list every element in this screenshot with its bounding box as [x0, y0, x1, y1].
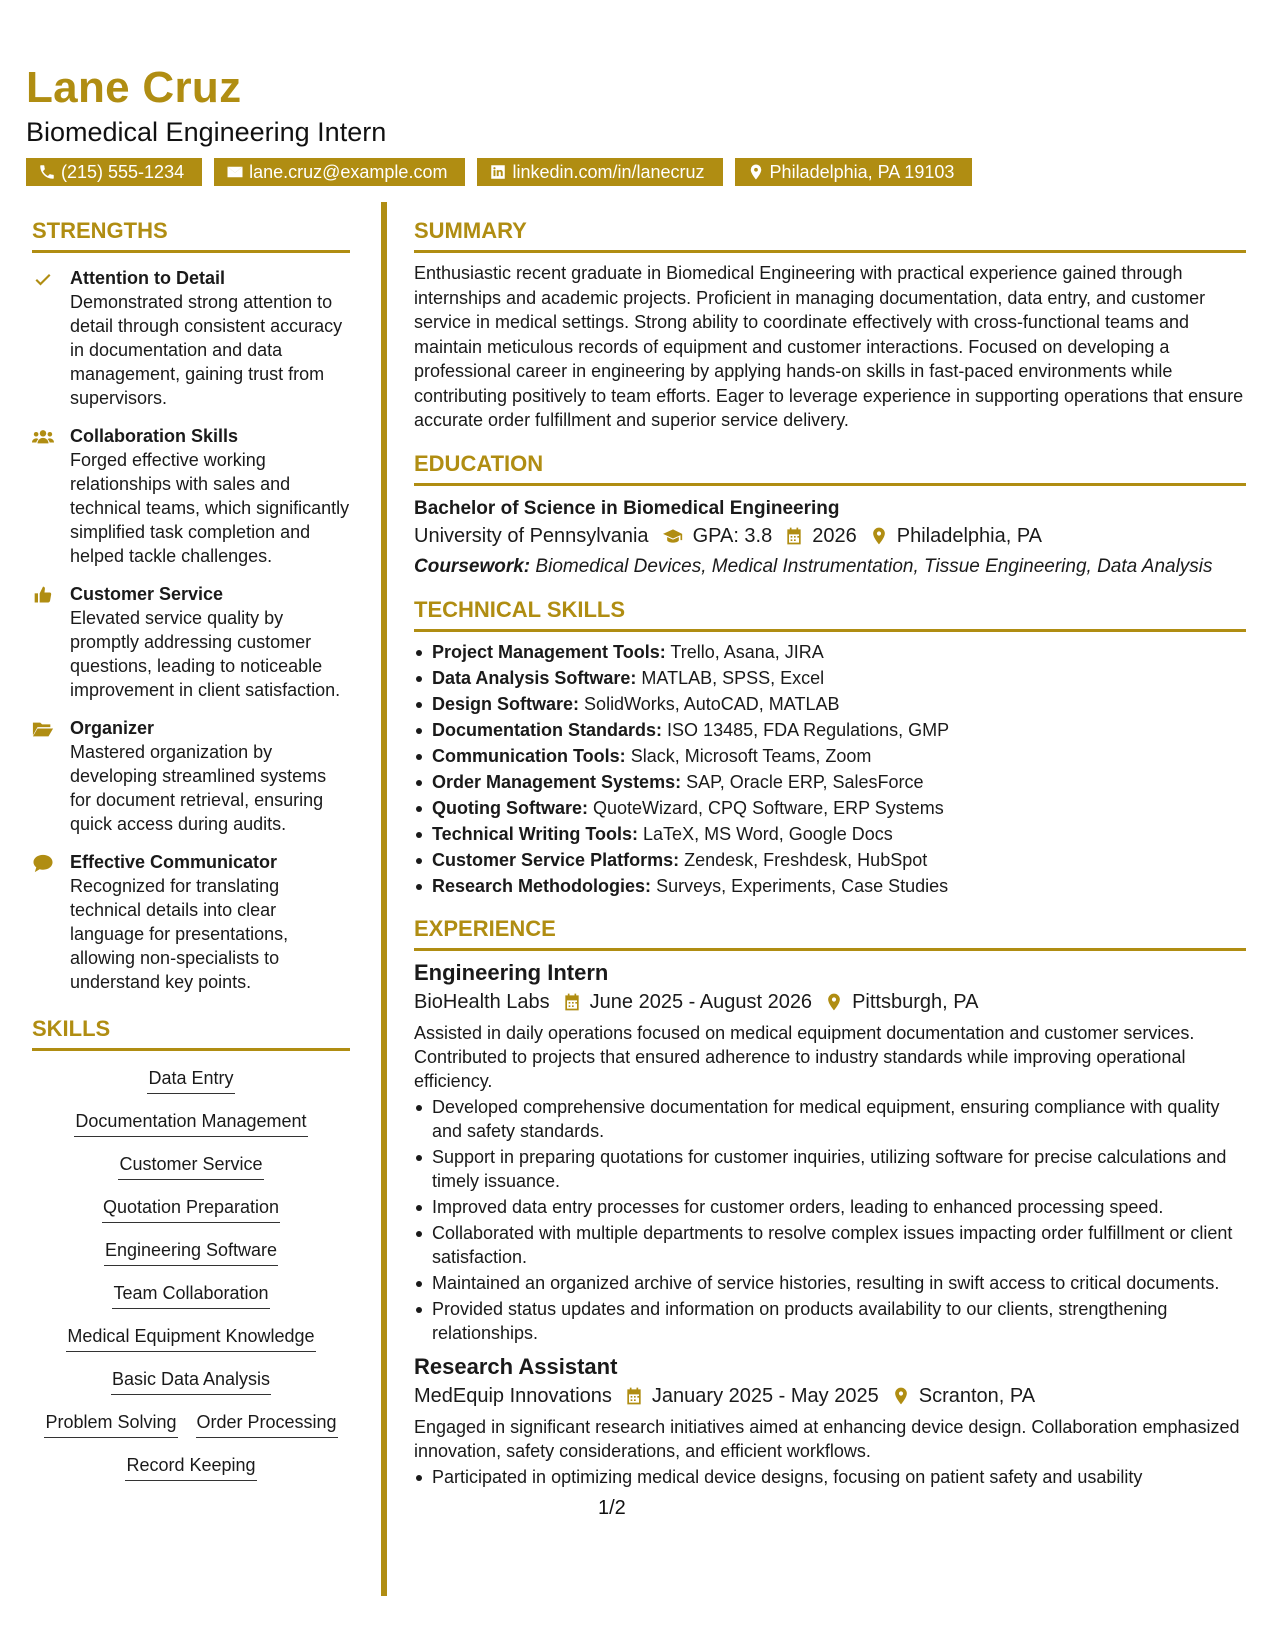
location-pin-icon — [824, 992, 844, 1012]
strength-item — [32, 582, 350, 702]
graduation-year: 2026 — [812, 524, 857, 547]
skill-tag: Team Collaboration — [112, 1280, 269, 1309]
list-item: Data Analysis Software: MATLAB, SPSS, Excel — [414, 666, 1246, 690]
skill-tag: Documentation Management — [74, 1108, 307, 1137]
strength-item — [32, 850, 350, 994]
skill-tag: Order Processing — [196, 1409, 338, 1438]
strength-item — [32, 424, 350, 568]
list-item: Collaborated with multiple departments to resolve complex issues impacting order fulfillment or client satisfaction. — [414, 1221, 1246, 1269]
location-pin-icon — [869, 526, 889, 546]
list-item: Maintained an organized archive of service histories, resulting in swift access to critical documents. — [414, 1271, 1246, 1295]
skill-tag: Problem Solving — [44, 1409, 177, 1438]
strength-desc: Recognized for translating technical details into clear language for presentations, allowing non-specialists to understand key points. — [70, 876, 289, 992]
job-location: Scranton, PA — [918, 1384, 1036, 1407]
list-item: Documentation Standards: ISO 13485, FDA Regulations, GMP — [414, 718, 1246, 742]
skill-tag: Medical Equipment Knowledge — [66, 1323, 315, 1352]
resume-header — [26, 62, 1246, 186]
list-item: Order Management Systems: SAP, Oracle ERP, SalesForce — [414, 770, 1246, 794]
job-title: Engineering Intern — [414, 959, 609, 985]
skill-tag: Basic Data Analysis — [111, 1366, 271, 1395]
strength-item — [32, 266, 350, 410]
job-bullets — [414, 1465, 1246, 1489]
graduation-cap-icon — [661, 526, 685, 546]
education-section — [414, 451, 1246, 579]
right-column — [414, 218, 1246, 1491]
users-icon — [32, 427, 54, 447]
job-meta — [414, 987, 1246, 1017]
list-item: Communication Tools: Slack, Microsoft Teams, Zoom — [414, 744, 1246, 768]
skill-tag: Data Entry — [147, 1065, 234, 1094]
strengths-list — [32, 266, 350, 994]
strength-desc: Demonstrated strong attention to detail through consistent accuracy in documentation and data management, gaining trust from supervisors. — [70, 292, 343, 408]
job-dates: January 2025 - May 2025 — [651, 1384, 879, 1407]
skills-heading: SKILLS — [32, 1016, 350, 1051]
list-item: Research Methodologies: Surveys, Experiments, Case Studies — [414, 874, 1246, 898]
gpa: GPA: 3.8 — [692, 524, 773, 547]
contact-email-text: lane.cruz@example.com — [249, 162, 448, 182]
summary-section — [414, 218, 1246, 433]
job-title: Research Assistant — [414, 1353, 618, 1379]
list-item: Improved data entry processes for customer orders, leading to enhanced processing speed. — [414, 1195, 1246, 1219]
left-column — [32, 218, 350, 1481]
list-item: Quoting Software: QuoteWizard, CPQ Software, ERP Systems — [414, 796, 1246, 820]
location-pin-icon — [747, 163, 765, 181]
list-item: Developed comprehensive documentation for medical equipment, ensuring compliance with quality and safety standards. — [414, 1095, 1246, 1143]
list-item: Technical Writing Tools: LaTeX, MS Word, Google Docs — [414, 822, 1246, 846]
skill-tag: Record Keeping — [125, 1452, 256, 1481]
summary-heading: SUMMARY — [414, 218, 1246, 253]
phone-icon — [38, 163, 56, 181]
list-item: Support in preparing quotations for customer inquiries, utilizing software for precise calculations and timely issuance. — [414, 1145, 1246, 1193]
contact-phone-text: (215) 555-1234 — [61, 162, 185, 182]
thumbs-up-icon — [32, 585, 54, 605]
list-item: Provided status updates and information on products availability to our clients, strengthening relationships. — [414, 1297, 1246, 1345]
contact-email[interactable] — [214, 158, 465, 186]
list-item: Project Management Tools: Trello, Asana, JIRA — [414, 640, 1246, 664]
experience-section — [414, 916, 1246, 1489]
strength-desc: Forged effective working relationships with sales and technical teams, which significantly simplified task completion and helped tackle challenges. — [70, 450, 350, 566]
education-heading: EDUCATION — [414, 451, 1246, 486]
skill-tag: Engineering Software — [104, 1237, 278, 1266]
technical-skills-section — [414, 597, 1246, 898]
strength-title: Attention to Detail — [70, 268, 225, 288]
strength-item — [32, 716, 350, 836]
speech-bubble-icon — [32, 853, 54, 873]
list-item: Customer Service Platforms: Zendesk, Freshdesk, HubSpot — [414, 848, 1246, 872]
school-location: Philadelphia, PA — [896, 524, 1043, 547]
contact-linkedin[interactable] — [477, 158, 722, 186]
job-description: Engaged in significant research initiatives aimed at enhancing device design. Collaboration emphasized innovation, safety considerations, and efficient workflows. — [414, 1416, 1240, 1461]
technical-skills-list — [414, 640, 1246, 898]
strength-title: Organizer — [70, 718, 155, 738]
job-description: Assisted in daily operations focused on medical equipment documentation and customer services. Contributed to projects that ensured adherence to industry standards while improving operational efficiency. — [414, 1022, 1195, 1091]
calendar-icon — [784, 526, 804, 546]
job-entry — [414, 1353, 1246, 1489]
linkedin-icon — [489, 163, 507, 181]
school-name: University of Pennsylvania — [414, 524, 649, 547]
contact-phone[interactable] — [26, 158, 202, 186]
job-bullets — [414, 1095, 1246, 1345]
strength-title: Effective Communicator — [70, 852, 278, 872]
job-meta — [414, 1381, 1246, 1411]
check-icon — [32, 269, 54, 289]
page-number: 1/2 — [598, 1497, 626, 1519]
job-entry — [414, 959, 1246, 1345]
calendar-icon — [624, 1386, 644, 1406]
skills-list — [32, 1065, 350, 1481]
list-item: Participated in optimizing medical device designs, focusing on patient safety and usability — [414, 1465, 1246, 1489]
contact-bar — [26, 158, 1246, 186]
coursework-list: Biomedical Devices, Medical Instrumentation, Tissue Engineering, Data Analysis — [535, 555, 1213, 577]
technical-skills-heading: TECHNICAL SKILLS — [414, 597, 1246, 632]
skills-section — [32, 1016, 350, 1481]
coursework-label: Coursework: — [414, 555, 531, 577]
envelope-icon — [226, 163, 244, 181]
company-name: BioHealth Labs — [414, 990, 550, 1013]
strength-title: Collaboration Skills — [70, 426, 239, 446]
company-name: MedEquip Innovations — [414, 1384, 612, 1407]
strength-desc: Elevated service quality by promptly addressing customer questions, leading to noticeable improvement in client satisfaction. — [70, 608, 341, 700]
strength-desc: Mastered organization by developing streamlined systems for document retrieval, ensuring quick access during audits. — [70, 742, 327, 834]
education-meta — [414, 521, 1246, 551]
contact-location-text: Philadelphia, PA 19103 — [769, 162, 955, 182]
contact-linkedin-text: linkedin.com/in/lanecruz — [512, 162, 705, 182]
candidate-role: Biomedical Engineering Intern — [26, 117, 387, 147]
column-divider — [381, 202, 387, 1596]
strength-title: Customer Service — [70, 584, 224, 604]
strengths-heading: STRENGTHS — [32, 218, 350, 253]
job-dates: June 2025 - August 2026 — [589, 990, 813, 1013]
folder-open-icon — [32, 719, 54, 739]
calendar-icon — [562, 992, 582, 1012]
list-item: Design Software: SolidWorks, AutoCAD, MATLAB — [414, 692, 1246, 716]
location-pin-icon — [891, 1386, 911, 1406]
degree-title: Bachelor of Science in Biomedical Engineering — [414, 497, 840, 519]
skill-tag: Customer Service — [118, 1151, 263, 1180]
contact-location — [735, 158, 973, 186]
coursework — [414, 555, 1246, 579]
skill-tag: Quotation Preparation — [102, 1194, 280, 1223]
experience-heading: EXPERIENCE — [414, 916, 1246, 951]
candidate-name: Lane Cruz — [26, 63, 242, 112]
job-location: Pittsburgh, PA — [852, 990, 979, 1013]
summary-text: Enthusiastic recent graduate in Biomedical Engineering with practical experience gained through internships and academic projects. Proficient in managing documentation, data entry, and customer service in medical settings. Strong ability to coordinate effectively with cross-functional teams and maintain meticulous records of equipment and customer interactions. Focused on developing a professional career in engineering by applying hands-on skills in fast-paced environments while contributing positively to team efforts. Eager to leverage experience in supporting operations that ensure accurate order fulfillment and superior service delivery. — [414, 263, 1244, 430]
